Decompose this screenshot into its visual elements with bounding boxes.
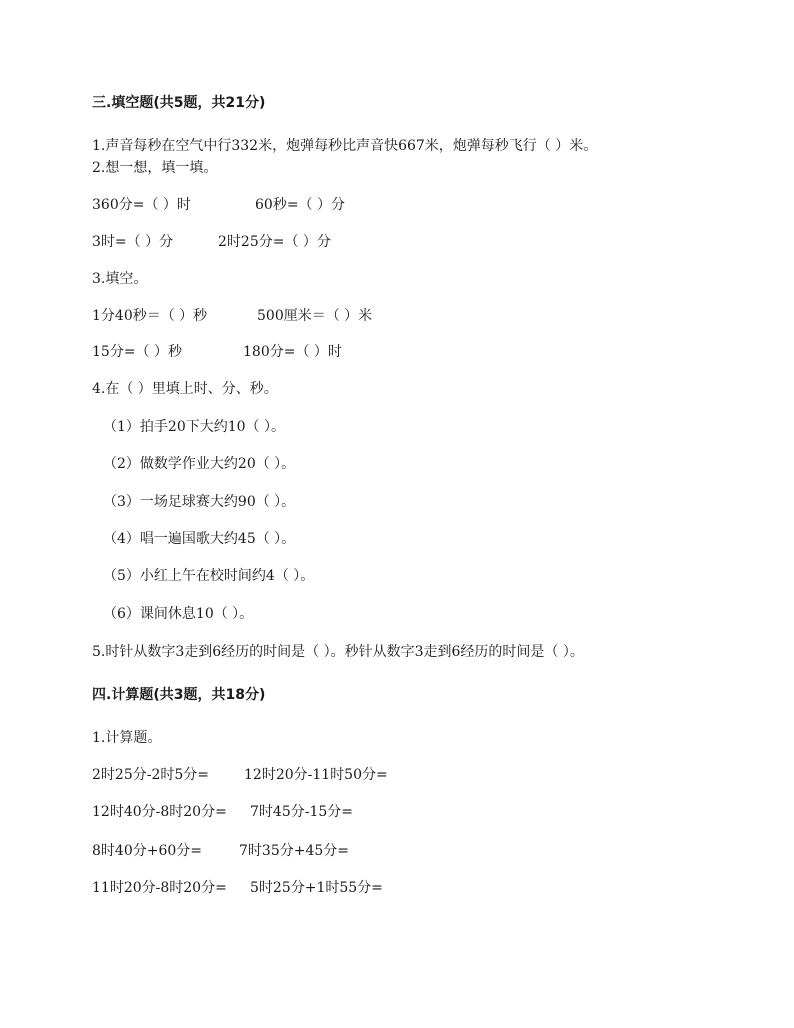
question-4-item-1: （1）拍手20下大约10（ ）。: [103, 419, 285, 435]
question-4-item-6: （6）课间休息10（ ）。: [103, 606, 254, 622]
question-2-title: 2.想一想，填一填。: [92, 160, 218, 176]
question-4-item-2: （2）做数学作业大约20（ ）。: [103, 456, 296, 472]
question-4-item-4: （4）唱一遍国歌大约45（ ）。: [103, 531, 296, 547]
q2-row1-left: 360分=（ ）时: [92, 197, 191, 213]
question-2-row-2: [92, 233, 331, 251]
q3-row2-left: 15分=（ ）秒: [92, 344, 182, 360]
question-4-title: 4.在（ ）里填上时、分、秒。: [92, 381, 278, 397]
q2-row2-right: 2时25分=（ ）分: [218, 234, 331, 250]
calc-row3-right: 7时35分+45分=: [239, 843, 349, 859]
q3-row2-right: 180分=（ ）时: [243, 344, 342, 360]
question-3-title: 3.填空。: [92, 271, 148, 287]
question-4-item-5: （5）小红上午在校时间约4（ ）。: [103, 568, 315, 584]
question-3-row-2: [92, 343, 342, 361]
calc-row1-left: 2时25分-2时5分=: [92, 767, 209, 783]
calc-row-2: [92, 803, 353, 821]
question-2-row-1: [92, 196, 345, 214]
calc-row4-left: 11时20分-8时20分=: [92, 880, 227, 896]
calc-row2-right: 7时45分-15分=: [250, 804, 353, 820]
q2-row1-right: 60秒=（ ）分: [255, 197, 345, 213]
calc-row-4: [92, 879, 383, 897]
calc-question-1-title: 1.计算题。: [92, 730, 162, 746]
calc-row-3: [92, 842, 349, 860]
q3-row1-right: 500厘米＝（ ）米: [257, 308, 373, 324]
question-1: 1.声音每秒在空气中行332米，炮弹每秒比声音快667米，炮弹每秒飞行（ ）米。: [92, 138, 598, 154]
question-5: 5.时针从数字3走到6经历的时间是（ ）。秒针从数字3走到6经历的时间是（ ）。: [92, 644, 584, 660]
q3-row1-left: 1分40秒＝（ ）秒: [92, 308, 208, 324]
q2-row2-left: 3时=（ ）分: [92, 234, 174, 250]
calc-row4-right: 5时25分+1时55分=: [250, 880, 383, 896]
question-3-row-1: [92, 307, 372, 325]
calc-row-1: [92, 766, 388, 784]
calc-row1-right: 12时20分-11时50分=: [244, 767, 388, 783]
section4-heading: 四.计算题(共3题，共18分): [92, 687, 266, 703]
question-4-item-3: （3）一场足球赛大约90（ ）。: [103, 494, 296, 510]
section3-heading: 三.填空题(共5题，共21分): [92, 95, 266, 111]
calc-row2-left: 12时40分-8时20分=: [92, 804, 227, 820]
calc-row3-left: 8时40分+60分=: [92, 843, 202, 859]
